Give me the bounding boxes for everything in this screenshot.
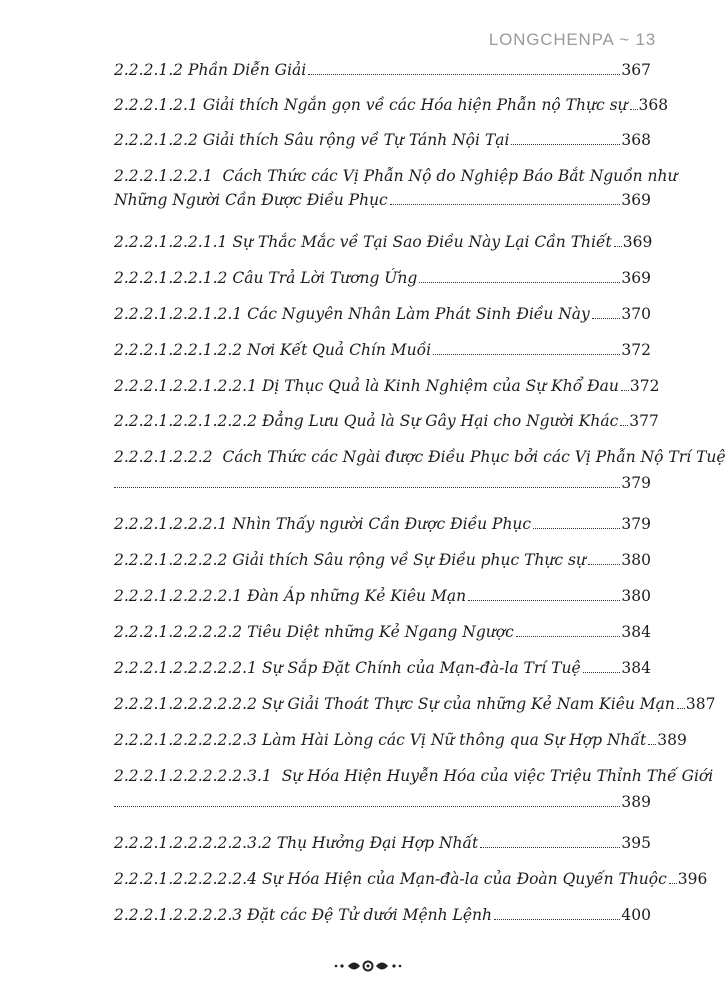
- toc-title: Sự Thắc Mắc về Tại Sao Điều Này Lại Cần Thiết: [232, 233, 612, 251]
- toc-title: Nơi Kết Quả Chín Muồi: [247, 341, 432, 359]
- footer-ornament-icon: [332, 957, 404, 973]
- dot-leader: [648, 744, 656, 745]
- toc-title: Câu Trả Lời Tương Ứng: [232, 269, 418, 287]
- toc-page: 368: [621, 131, 651, 149]
- toc-title: Dị Thục Quả là Kinh Nghiệm của Sự Khổ Đau: [261, 377, 619, 395]
- toc-entry: [114, 232, 651, 252]
- toc-page: 380: [621, 587, 651, 605]
- toc-number: 2.2.2.1.2.2.1.2.2: [114, 341, 243, 359]
- toc-entry: [114, 586, 651, 606]
- toc-title: Cách Thức các Vị Phẫn Nộ do Nghiệp Báo Bắt Nguồn như: [222, 167, 678, 185]
- toc-entry: [114, 905, 651, 925]
- toc-page: 387: [685, 695, 716, 713]
- toc-page: 367: [621, 61, 651, 79]
- toc-entry: [114, 376, 660, 396]
- dot-leader: [419, 282, 620, 283]
- toc-page: 377: [629, 412, 659, 430]
- toc-title: Đàn Áp những Kẻ Kiêu Mạn: [247, 587, 467, 605]
- dot-leader: [390, 204, 621, 205]
- toc-page: 369: [622, 233, 653, 251]
- toc-page: 384: [621, 623, 651, 641]
- toc-title: Đẳng Lưu Quả là Sự Gây Hại cho Người Khác: [261, 412, 619, 430]
- toc-entry: [114, 694, 716, 714]
- toc-entry: [114, 869, 708, 889]
- toc-title: Thụ Hưởng Đại Hợp Nhất: [276, 834, 479, 852]
- toc-number: 2.2.2.1.2.2.2.2: [114, 551, 228, 569]
- toc-page: 396: [677, 870, 708, 888]
- toc-number: 2.2.2.1.2.2.1: [114, 167, 213, 185]
- toc-title: Cách Thức các Ngài được Điều Phục bởi các Vị Phẫn Nộ Trí Tuệ: [222, 448, 726, 466]
- dot-leader: [494, 919, 620, 920]
- toc-page: 372: [629, 377, 660, 395]
- toc-entry: [114, 95, 669, 115]
- toc-number: 2.2.2.1.2.2.1.2.2.1: [114, 377, 257, 395]
- dot-leader: [480, 847, 620, 848]
- toc-number: 2.2.2.1.2.2.2.2.1: [114, 587, 243, 605]
- toc-title: Tiêu Diệt những Kẻ Ngang Ngược: [247, 623, 514, 641]
- toc-entry: [114, 130, 651, 150]
- dot-leader: [114, 487, 620, 488]
- toc-page: 379: [621, 515, 651, 533]
- dot-leader: [511, 144, 620, 145]
- toc-number: 2.2.2.1.2.2.2.2.2.1: [114, 659, 257, 677]
- toc-title: Làm Hài Lòng các Vị Nữ thông qua Sự Hợp Nhất: [261, 731, 647, 749]
- toc-number: 2.2.2.1.2.2: [114, 131, 198, 149]
- toc-title: Giải thích Sâu rộng về Tự Tánh Nội Tại: [202, 131, 510, 149]
- toc-entry: [114, 658, 651, 678]
- dot-leader: [533, 528, 620, 529]
- dot-leader: [433, 354, 620, 355]
- toc-title: Sự Hóa Hiện của Mạn-đà-la của Đoàn Quyến Thuộc: [261, 870, 667, 888]
- toc-number: 2.2.2.1.2: [114, 61, 184, 79]
- dot-leader: [588, 564, 620, 565]
- dot-leader: [592, 318, 621, 319]
- toc-number: 2.2.2.1.2.2.1.1: [114, 233, 228, 251]
- toc-page: 389: [657, 731, 687, 749]
- dot-leader: [620, 425, 628, 426]
- toc-page: 368: [638, 96, 669, 114]
- toc-entry: [114, 766, 714, 812]
- toc-page: 384: [621, 659, 651, 677]
- dot-leader: [669, 883, 677, 884]
- toc-entry: [114, 833, 651, 853]
- dot-leader: [468, 600, 620, 601]
- toc-number: 2.2.2.1.2.1: [114, 96, 198, 114]
- dot-leader: [308, 74, 620, 75]
- toc-page: 389: [621, 793, 651, 811]
- toc-title-continued: Những Người Cần Được Điều Phục: [114, 191, 388, 209]
- dot-leader: [583, 672, 621, 673]
- dot-leader: [516, 636, 621, 637]
- toc-title: Sự Hóa Hiện Huyễn Hóa của việc Triệu Thỉnh Thế Giới: [281, 767, 714, 785]
- dot-leader: [614, 246, 622, 247]
- running-header: LONGCHENPA ~ 13: [488, 30, 656, 49]
- toc-entry: [114, 730, 687, 750]
- toc-entry: [114, 268, 651, 288]
- toc-entry: [114, 622, 651, 642]
- toc-title: Đặt các Đệ Tử dưới Mệnh Lệnh: [247, 906, 492, 924]
- dot-leader: [621, 390, 629, 391]
- dot-leader: [630, 109, 638, 110]
- toc-title: Giải thích Ngắn gọn về các Hóa hiện Phẫn nộ Thực sự: [202, 96, 628, 114]
- toc-number: 2.2.2.1.2.2.2.2.2.3.2: [114, 834, 272, 852]
- toc-number: 2.2.2.1.2.2.2.2.2.3: [114, 731, 257, 749]
- toc-number: 2.2.2.1.2.2.2.1: [114, 515, 228, 533]
- toc-page: 369: [621, 269, 651, 287]
- toc-title: Giải thích Sâu rộng về Sự Điều phục Thực sự: [232, 551, 586, 569]
- toc-title: Sự Giải Thoát Thực Sự của những Kẻ Nam Kiêu Mạn: [261, 695, 675, 713]
- toc-page: 400: [621, 906, 651, 924]
- toc-page: 379: [621, 474, 651, 492]
- dot-leader: [114, 806, 620, 807]
- toc-entry: [114, 340, 651, 360]
- toc-entry: [114, 166, 678, 210]
- toc-title: Nhìn Thấy người Cần Được Điều Phục: [232, 515, 532, 533]
- toc-page: 395: [621, 834, 651, 852]
- toc-title: Sự Sắp Đặt Chính của Mạn-đà-la Trí Tuệ: [261, 659, 581, 677]
- toc-entry: [114, 550, 651, 570]
- toc-number: 2.2.2.1.2.2.2.2.2: [114, 623, 243, 641]
- toc-entry: [114, 447, 726, 493]
- toc-number: 2.2.2.1.2.2.1.2.1: [114, 305, 243, 323]
- toc-page: 372: [621, 341, 651, 359]
- toc-entry: [114, 514, 651, 534]
- dot-leader: [677, 708, 685, 709]
- toc-title: Các Nguyên Nhân Làm Phát Sinh Điều Này: [247, 305, 590, 323]
- toc-page: 370: [621, 305, 651, 323]
- toc-number: 2.2.2.1.2.2.2: [114, 448, 213, 466]
- toc-number: 2.2.2.1.2.2.2.2.3: [114, 906, 243, 924]
- toc-title: Phần Diễn Giải: [188, 61, 307, 79]
- toc-number: 2.2.2.1.2.2.2.2.2.4: [114, 870, 257, 888]
- toc-number: 2.2.2.1.2.2.1.2: [114, 269, 228, 287]
- toc-entry: [114, 304, 651, 324]
- toc-number: 2.2.2.1.2.2.2.2.2.3.1: [114, 767, 272, 785]
- toc-number: 2.2.2.1.2.2.2.2.2.2: [114, 695, 257, 713]
- toc-page: 380: [621, 551, 651, 569]
- toc-page: 369: [621, 191, 651, 209]
- toc-number: 2.2.2.1.2.2.1.2.2.2: [114, 412, 257, 430]
- toc-entry: [114, 411, 659, 431]
- toc-entry: [114, 60, 651, 80]
